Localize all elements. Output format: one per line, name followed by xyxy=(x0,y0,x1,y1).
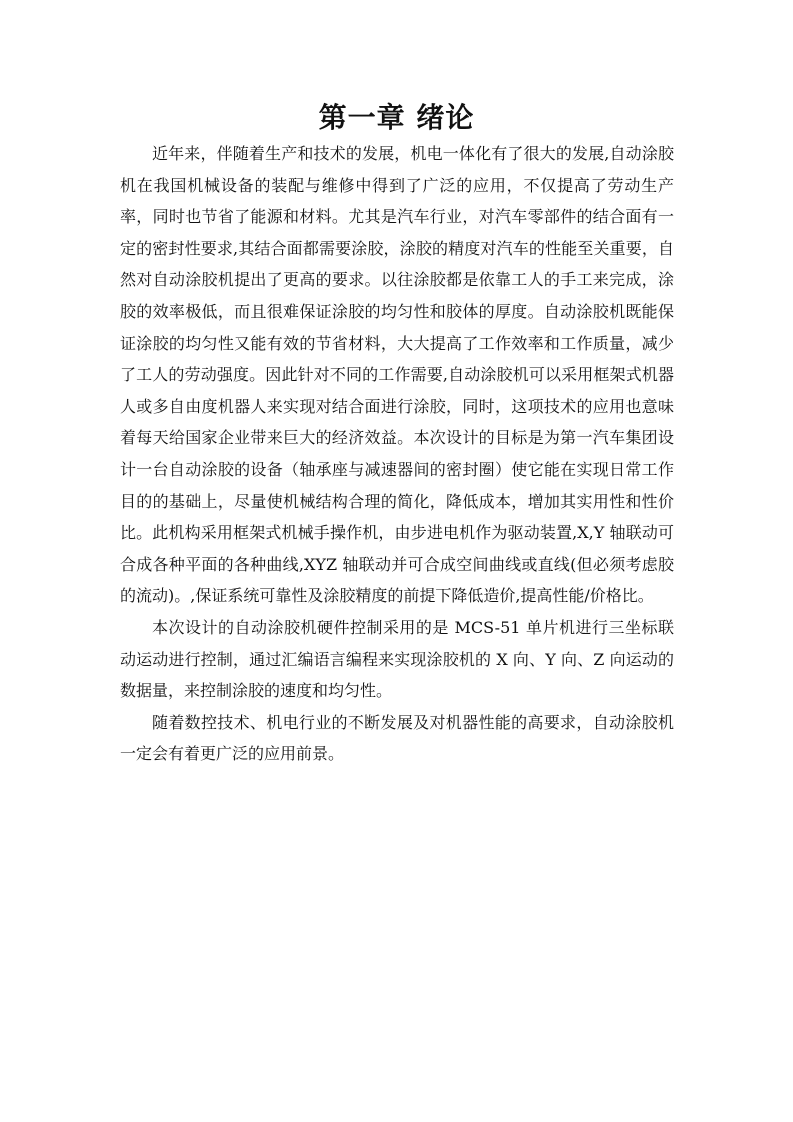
chapter-body xyxy=(120,138,674,770)
chapter-title: 第一章 绪论 xyxy=(318,101,475,134)
paragraph-intro: 近年来，伴随着生产和技术的发展，机电一体化有了很大的发展,自动涂胶机在我国机械设备的装配与维修中得到了广泛的应用，不仅提高了劳动生产率，同时也节省了能源和材料。尤其是汽车行业，对汽车零部件的结合面有一定的密封性要求,其结合面都需要涂胶，涂胶的精度对汽车的性能至关重要，自然对自动涂胶机提出了更高的要求。以往涂胶都是依靠工人的手工来完成，涂胶的效率极低，而且很难保证涂胶的均匀性和胶体的厚度。自动涂胶机既能保证涂胶的均匀性又能有效的节省材料，大大提高了工作效率和工作质量，减少了工人的劳动强度。因此针对不同的工作需要,自动涂胶机可以采用框架式机器人或多自由度机器人来实现对结合面进行涂胶，同时，这项技术的应用也意味着每天给国家企业带来巨大的经济效益。本次设计的目标是为第一汽车集团设计一台自动涂胶的设备（轴承座与减速器间的密封圈）使它能在实现日常工作目的的基础上，尽量使机械结构合理的简化，降低成本，增加其实用性和性价比。此机构采用框架式机械手操作机，由步进电机作为驱动装置,X,Y 轴联动可合成各种平面的各种曲线,XYZ 轴联动并可合成空间曲线或直线(但必须考虑胶的流动)。,保证系统可靠性及涂胶精度的前提下降低造价,提高性能/价格比。 xyxy=(120,144,674,606)
paragraph-outlook: 随着数控技术、机电行业的不断发展及对机器性能的高要求，自动涂胶机一定会有着更广泛的应用前景。 xyxy=(120,712,674,764)
paragraph-hardware-control: 本次设计的自动涂胶机硬件控制采用的是 MCS-51 单片机进行三坐标联动运动进行控制，通过汇编语言编程来实现涂胶机的 X 向、Y 向、Z 向运动的数据量，来控制涂胶的速度和均匀性。 xyxy=(120,617,674,701)
